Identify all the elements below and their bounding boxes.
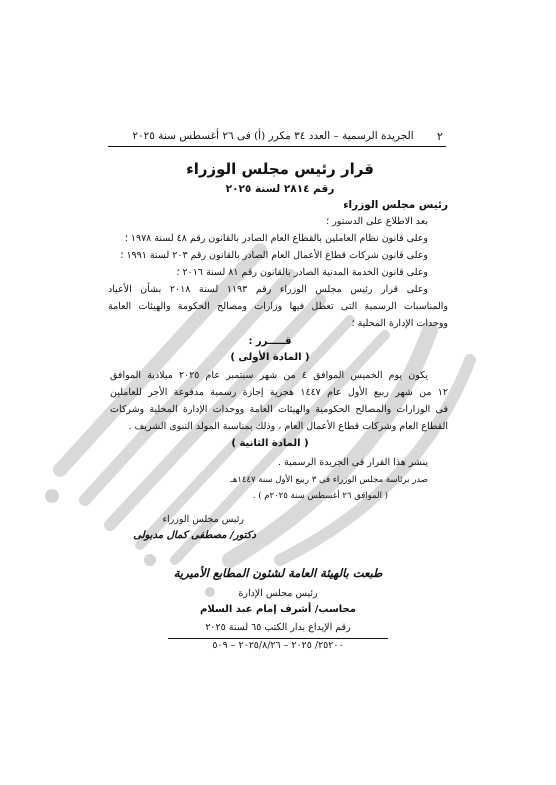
signer-name: دكتور/ مصطفى كمال مدبولى: [133, 530, 256, 541]
decree-title: قرار رئيس مجلس الوزراء: [186, 160, 374, 178]
board-chair-title: رئيس مجلس الإدارة: [238, 588, 318, 599]
article-1-line-1: يكون يوم الخميس الموافق ٤ من شهر سبتمبر عام ٢٠٢٥ ميلادية الموافق: [110, 370, 429, 381]
preamble-5-line-2: والمناسبات الرسمية التى تعطل فيها وزارات ومصالح الحكومة والهيئات العامة: [108, 301, 448, 312]
printer-line: طبعت بالهيئة العامة لشئون المطابع الأميرية: [173, 566, 383, 580]
page-number: ٢: [437, 130, 443, 143]
article-2-heading: ( المادة الثانية ): [231, 438, 309, 449]
article-1-line-4: القطاع العام وشركات قطاع الأعمال العام ، وذلك بمناسبة المولد النبوى الشريف .: [128, 421, 448, 432]
running-header: الجريدة الرسمية – العدد ٣٤ مكرر (أ) فى ٢٦ أغسطس سنة ٢٠٢٥: [132, 130, 414, 142]
preamble-4: وعلى قانون الخدمة المدنية الصادر بالقانون رقم ٨١ لسنة ٢٠١٦ ؛: [176, 267, 428, 278]
issuer-heading: رئيس مجلس الوزراء: [343, 199, 448, 211]
preamble-5-line-3: ووحدات الإدارة المحلية ؛: [351, 318, 448, 329]
article-1-heading: ( المادة الأولى ): [230, 352, 310, 363]
article-1-line-3: فى الوزارات والمصالح الحكومية والهيئات العامة ووحدات الإدارة المحلية وشركات: [110, 404, 448, 415]
issued-gregorian: ( الموافق ٢٦ أغسطس سنة ٢٠٢٥م ) .: [252, 491, 388, 501]
article-2-text: ينشر هذا القرار فى الجريدة الرسمية .: [278, 457, 428, 468]
preamble-1: بعد الاطلاع على الدستور ؛: [326, 216, 428, 227]
preamble-2: وعلى قانون نظام العاملين بالقطاع العام الصادر بالقانون رقم ٤٨ لسنة ١٩٧٨ ؛: [124, 233, 428, 244]
signer-title: رئيس مجلس الوزراء: [162, 514, 244, 525]
article-1-line-2: ١٢ من شهر ربيع الأول عام ١٤٤٧ هجرية إجازة رسمية مدفوعة الأجر للعاملين: [110, 387, 448, 398]
decides-heading: قـــــرر :: [248, 336, 292, 347]
header-rule: [108, 146, 446, 147]
chair-name: محاسب/ أشرف إمام عبد السلام: [200, 604, 356, 615]
footer-rule: [168, 638, 388, 639]
preamble-3: وعلى قانون شركات قطاع الأعمال العام الصادر بالقانون رقم ٢٠٣ لسنة ١٩٩١ ؛: [120, 250, 428, 261]
issued-at: صدر برئاسة مجلس الوزراء فى ٣ ربيع الأول سنة ١٤٤٧هـ: [230, 475, 428, 485]
preamble-5-line-1: وعلى قرار رئيس مجلس الوزراء رقم ١١٩٣ لسنة ٢٠١٨ بشأن الأعياد: [108, 284, 429, 295]
deposit-number: رقم الإيداع بدار الكتب ٦٥ لسنة ٢٠٢٥: [205, 622, 351, 633]
decree-number: رقم ٢٨١٤ لسنة ٢٠٢٥: [225, 183, 335, 195]
print-code: ٢٥٢٠٠/ ٢٠٢٥ – ٢٠٢٥/٨/٢٦ – ٥٠٩: [212, 640, 344, 651]
